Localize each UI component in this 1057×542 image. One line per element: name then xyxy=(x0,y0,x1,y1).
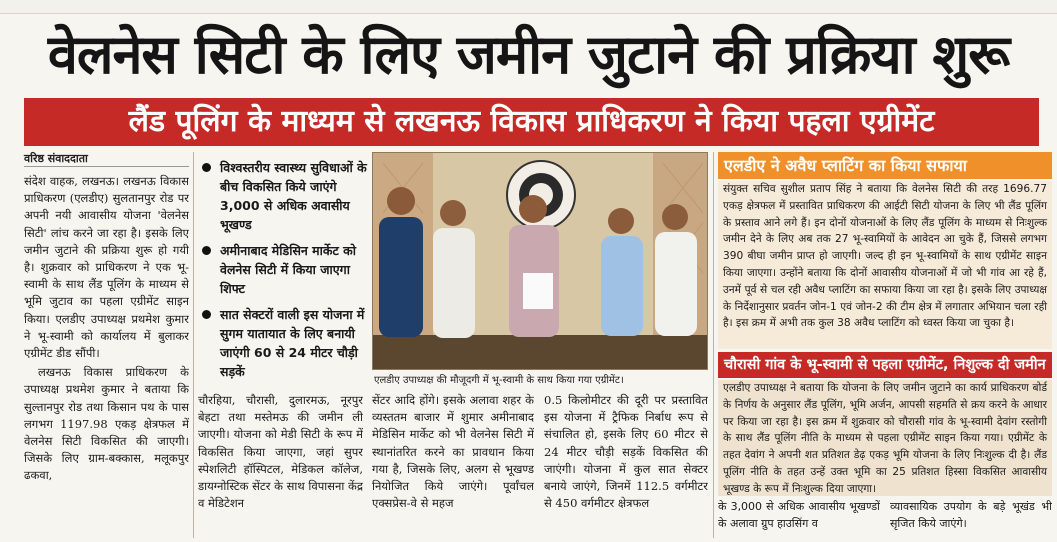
paragraph: 0.5 किलोमीटर की दूरी पर प्रस्तावित इस योजना में ट्रैफिक निर्बाध रूप से संचालित हो, इसके लिए 60 मीटर से 24 मीटर चौड़ी सड़कें विकसित की जाएंगी। योजना में कुल सात सेक्टर बनाये जाएंगे, जिनमें 112.5 वर्गमीटर से 450 वर्गमीटर क्षेत्रफल xyxy=(544,393,708,511)
article-column-3 xyxy=(372,392,534,538)
column-divider xyxy=(193,152,194,538)
highlight-item: विश्वस्तरीय स्वास्थ्य सुविधाओं के बीच विकसित किये जाएंगे 3,000 से अधिक अवासीय भूखण्ड xyxy=(198,158,368,234)
article-column-2 xyxy=(198,392,363,538)
bullet-dot-icon xyxy=(202,163,211,172)
article-tail-left: के 3,000 से अधिक आवासीय भूखण्डों के अलावा ग्रुप हाउसिंग व xyxy=(718,500,880,530)
highlights-list xyxy=(198,158,368,388)
article-tail-right: व्यावसायिक उपयोग के बड़े भूखंड भी सृजित किये जाएंगे। xyxy=(890,500,1052,530)
highlight-item: सात सेक्टरों वाली इस योजना में सुगम यातायात के लिए बनायी जाएंगी 60 से 24 मीटर चौड़ी सड़कें xyxy=(198,305,368,381)
previous-page-strip xyxy=(0,0,1057,14)
column-divider xyxy=(713,152,714,538)
article-column-1 xyxy=(24,173,189,538)
bullet-dot-icon xyxy=(202,310,211,319)
sidebar-body-illegal-plotting: संयुक्त सचिव सुशील प्रताप सिंह ने बताया कि वेलनेस सिटी की तरह 1696.77 एकड़ क्षेत्रफल में प्रस्तावित प्राधिकरण की आईटी सिटी योजना के लिए भी लैंड पूलिंग के प्रस्ताव आने लगे हैं। इन दोनों योजनाओं के लिए लैंड पूलिंग के माध्यम से निःशुल्क जमीन देने के लिए अब तक 27 भू-स्वामियों के आवेदन आ चुके हैं, जिससे लगभग 390 बीघा जमीन प्राप्त हो जाएगी। जल्द ही इन भू-स्वामियों के साथ एग्रीमेंट साइन किया जाएगा। उन्होंने बताया कि दोनों आवासीय योजनाओं में जो भी गांव आ रहे हैं, उनमें पूर्व से चल रही अवैध प्लाटिंग का सफाया किया जा रहा है। इसके लिए उपाध्यक्ष के निर्देशानुसार प्रवर्तन जोन-1 एवं जोन-2 की टीम क्षेत्र में लगातार अभियान चला रही है। इस क्रम में अभी तक कुल 38 अवैध प्लाटिंग को ध्वस्त किया जा चुका है। xyxy=(718,181,1052,349)
sidebar-heading-illegal-plotting: एलडीए ने अवैध प्लाटिंग का किया सफाया xyxy=(718,152,1052,179)
photo-caption: एलडीए उपाध्यक्ष की मौजूदगी में भू-स्वामी के साथ किया गया एग्रीमेंट। xyxy=(374,375,624,386)
sidebar-heading-first-agreement: चौरासी गांव के भू-स्वामी से पहला एग्रीमेंट, निशुल्क दी जमीन xyxy=(718,352,1052,378)
news-photo xyxy=(372,152,708,370)
article-column-4 xyxy=(544,392,708,538)
byline: वरिष्ठ संवाददाता xyxy=(24,151,189,167)
paragraph: संदेश वाहक, लखनऊ। लखनऊ विकास प्राधिकरण (एलडीए) सुलतानपुर रोड पर अपनी नयी आवासीय योजना 'वेलनेस सिटी' लांच करने जा रहा है। इसके लिए जमीन जुटाने की प्रक्रिया शुरू हो गयी है। शुक्रवार को प्राधिकरण ने एक भू-स्वामी के साथ लैंड पूलिंग के माध्यम से भूमि जुटाव का पहला एग्रीमेंट साइन किया। एलडीए उपाध्यक्ष प्रथमेश कुमार ने भू-स्वामी को कार्यालय में बुलाकर एग्रीमेंट डीड सौंपी। xyxy=(24,174,189,361)
subheadline-banner: लैंड पूलिंग के माध्यम से लखनऊ विकास प्राधिकरण ने किया पहला एग्रीमेंट xyxy=(24,98,1039,146)
paragraph: चौरहिया, चौरासी, दुलारमऊ, नूरपुर बेहटा तथा मस्तेमऊ की जमीन ली जाएगी। योजना को मेडी सिटी के रूप में विकसित किया जाएगा, जहां सुपर स्पेशलिटी हॉस्पिटल, मेडिकल कॉलेज, डायग्नोस्टिक सेंटर के साथ विपासना केंद्र व मेडिटेशन xyxy=(198,393,363,511)
paragraph: लखनऊ विकास प्राधिकरण के उपाध्यक्ष प्रथमेश कुमार ने बताया कि सुल्तानपुर रोड तथा किसान पथ के पास लगभग 1197.98 एकड़ क्षेत्रफल में वेलनेस सिटी विकसित की जाएगी। जिसके लिए ग्राम-बक्कास, मलूकपुर ढकवा, xyxy=(24,365,189,483)
highlight-item: अमीनाबाद मेडिसिन मार्केट को वेलनेस सिटी में किया जाएगा शिफ्ट xyxy=(198,241,368,298)
paragraph: सेंटर आदि होंगे। इसके अलावा शहर के व्यस्ततम बाजार में शुमार अमीनाबाद मेडिसिन मार्केट को भी वेलनेस सिटी में स्थानांतरित करने का प्रावधान किया गया है, जिसके लिए, अलग से भूखण्ड नियोजित किये जाएंगे। पूर्वांचल एक्सप्रेस-वे से महज xyxy=(372,393,534,511)
sidebar-body-first-agreement: एलडीए उपाध्यक्ष ने बताया कि योजना के लिए जमीन जुटाने का कार्य प्राधिकरण बोर्ड के निर्णय के अनुसार लैंड पूलिंग, भूमि अर्जन, आपसी सहमति से क्रय करने के आधार पर किया जा रहा है। इस क्रम में शुक्रवार को चौरासी गांव के भू-स्वामी देवांग रस्तोगी के साथ लैंड पूलिंग नीति के माध्यम से पहला एग्रीमेंट साइन किया गया। एग्रीमेंट के तहत देवांग ने अपनी शत प्रतिशत डेढ़ एकड़ भूमि योजना के लिए निःशुल्क दी है। लैंड पूलिंग नीति के तहत उन्हें उक्त भूमि का 25 प्रतिशत हिस्सा विकसित आवासीय भूखण्ड के रूप में निःशुल्क दिया जाएगा। xyxy=(718,380,1052,496)
headline: वेलनेस सिटी के लिए जमीन जुटाने की प्रक्रिया शुरू xyxy=(47,23,1010,86)
office-group-photo xyxy=(373,153,708,370)
bullet-dot-icon xyxy=(202,246,211,255)
